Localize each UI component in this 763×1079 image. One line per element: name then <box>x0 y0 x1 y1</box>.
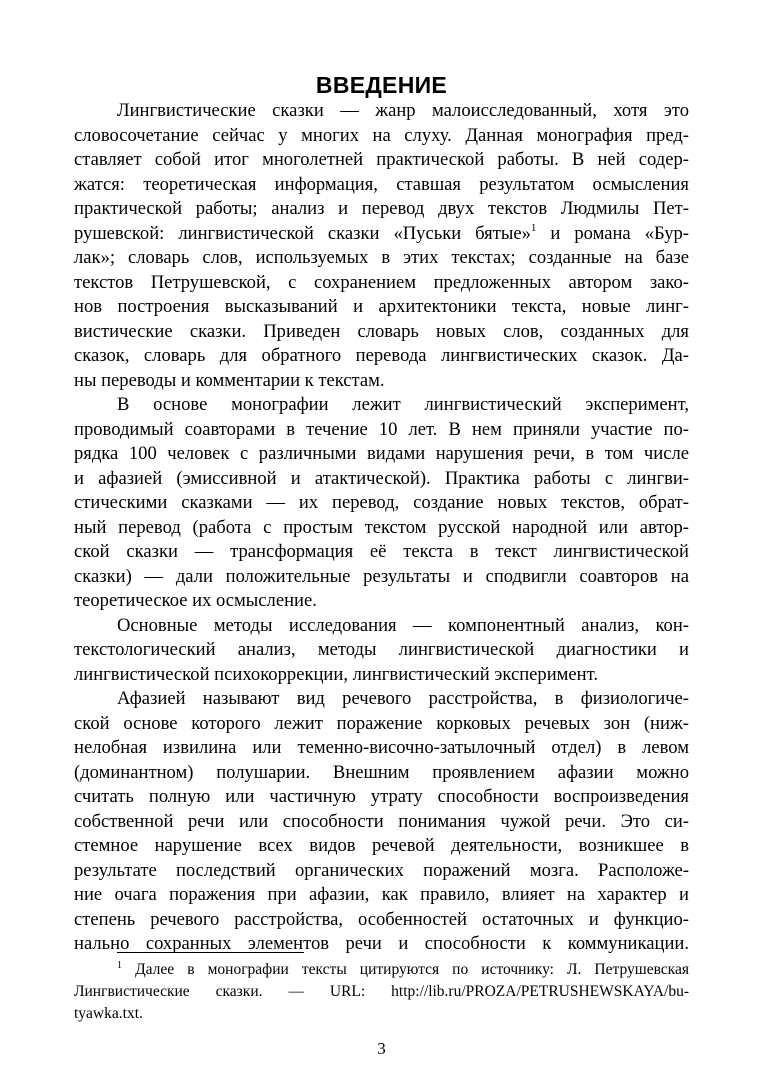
text-line: лак»; словарь слов, используемых в этих текстах; созданные на базе <box>74 247 689 268</box>
text-line: рядка 100 человек с различными видами нарушения речи, в том числе <box>74 443 689 464</box>
text-line: результате последствий органических поражений мозга. Расположе- <box>74 859 689 881</box>
text-line: вистические сказки. Приведен словарь новых слов, созданных для <box>74 320 689 342</box>
text-line: ставляет собой итог многолетней практической работы. В ней содер- <box>74 149 689 170</box>
text-line: ние очага поражения при афазии, как правило, влияет на характер и <box>74 884 689 905</box>
paragraph-intro <box>74 99 689 393</box>
text-line: Основные методы исследования — компонентный анализ, кон- <box>117 614 689 636</box>
text-line: ный перевод (работа с простым текстом русской народной или автор- <box>74 516 689 538</box>
text-line: нов построения высказываний и архитектоники текста, новые линг- <box>74 296 689 317</box>
footnote-separator <box>117 952 304 953</box>
text-line: стемное нарушение всех видов речевой деятельности, возникшее в <box>74 835 689 856</box>
text-line: словосочетание сейчас у многих на слуху. Данная монография пред- <box>74 124 689 146</box>
text-line: В основе монографии лежит лингвистический эксперимент, <box>117 394 689 415</box>
text-line: степень речевого расстройства, особенностей остаточных и функцио- <box>74 908 689 930</box>
text-line: нелобная извилина или теменно-височно-затылочный отдел) в левом <box>74 737 689 758</box>
text-line: проводимый соавторами в течение 10 лет. В нем приняли участие по- <box>74 418 689 440</box>
text-line: теоретическое их осмысление. <box>74 590 317 611</box>
text-line: текстов Петрушевской, с сохранением предложенных автором зако- <box>74 271 689 293</box>
footnote-text: Далее в монографии тексты цитируются по источнику: Л. Петрушевская <box>135 961 689 978</box>
text-line: ны переводы и комментарии к текстам. <box>74 369 385 391</box>
text-line: текстологический анализ, методы лингвистической диагностики и <box>74 639 689 660</box>
text-line: ской сказки — трансформация её текста в текст лингвистической <box>74 541 689 562</box>
footnote <box>74 959 689 1025</box>
footnote-number: 1 <box>117 960 122 971</box>
paragraph-experiment <box>74 393 689 614</box>
text-line: считать полную или частичную утрату способности воспроизведения <box>74 786 689 807</box>
text-line: лингвистической психокоррекции, лингвистический эксперимент. <box>74 663 598 685</box>
footnote-line: Лингвистические сказки. — URL: http://lib.ru/PROZA/PETRUSHEWSKAYA/bu- <box>74 983 689 1000</box>
text-line: жатся: теоретическая информация, ставшая результатом осмысления <box>74 173 689 195</box>
text-line: сказки) — дали положительные результаты и сподвигли соавторов на <box>74 565 689 587</box>
text-line: сказок, словарь для обратного перевода лингвистических сказок. Да- <box>74 345 689 366</box>
text-line: Афазией называют вид речевого расстройства, в физиологиче- <box>117 688 689 709</box>
body-text <box>74 99 689 957</box>
chapter-title: ВВЕДЕНИЕ <box>315 72 448 99</box>
page-number: 3 <box>377 1039 386 1058</box>
text-line: и афазией (эмиссивной и атактической). Практика работы с лингви- <box>74 467 689 489</box>
text-line: практической работы; анализ и перевод двух текстов Людмилы Пет- <box>74 198 689 219</box>
footnote-line: tyawka.txt. <box>74 1005 143 1022</box>
text-line: стическими сказками — их перевод, создание новых текстов, обрат- <box>74 492 689 513</box>
text-line: нально сохранных элементов речи и способности к коммуникации. <box>74 933 689 954</box>
text-line: Лингвистические сказки — жанр малоисследованный, хотя это <box>117 100 689 121</box>
footnote-line <box>74 959 689 981</box>
text-line: собственной речи или способности понимания чужой речи. Это си- <box>74 810 689 832</box>
text-fragment: и романа «Бур- <box>536 222 689 244</box>
paragraph-aphasia <box>74 687 689 957</box>
text-fragment: рушевской: лингвистической сказки «Пуськи бятые» <box>74 222 531 244</box>
text-line-with-footnote <box>74 222 689 247</box>
footnote-reference[interactable]: 1 <box>530 221 537 234</box>
paragraph-methods <box>74 614 689 688</box>
text-line: ской основе которого лежит поражение корковых речевых зон (ниж- <box>74 712 689 734</box>
text-line: (доминантном) полушарии. Внешним проявлением афазии можно <box>74 761 689 783</box>
